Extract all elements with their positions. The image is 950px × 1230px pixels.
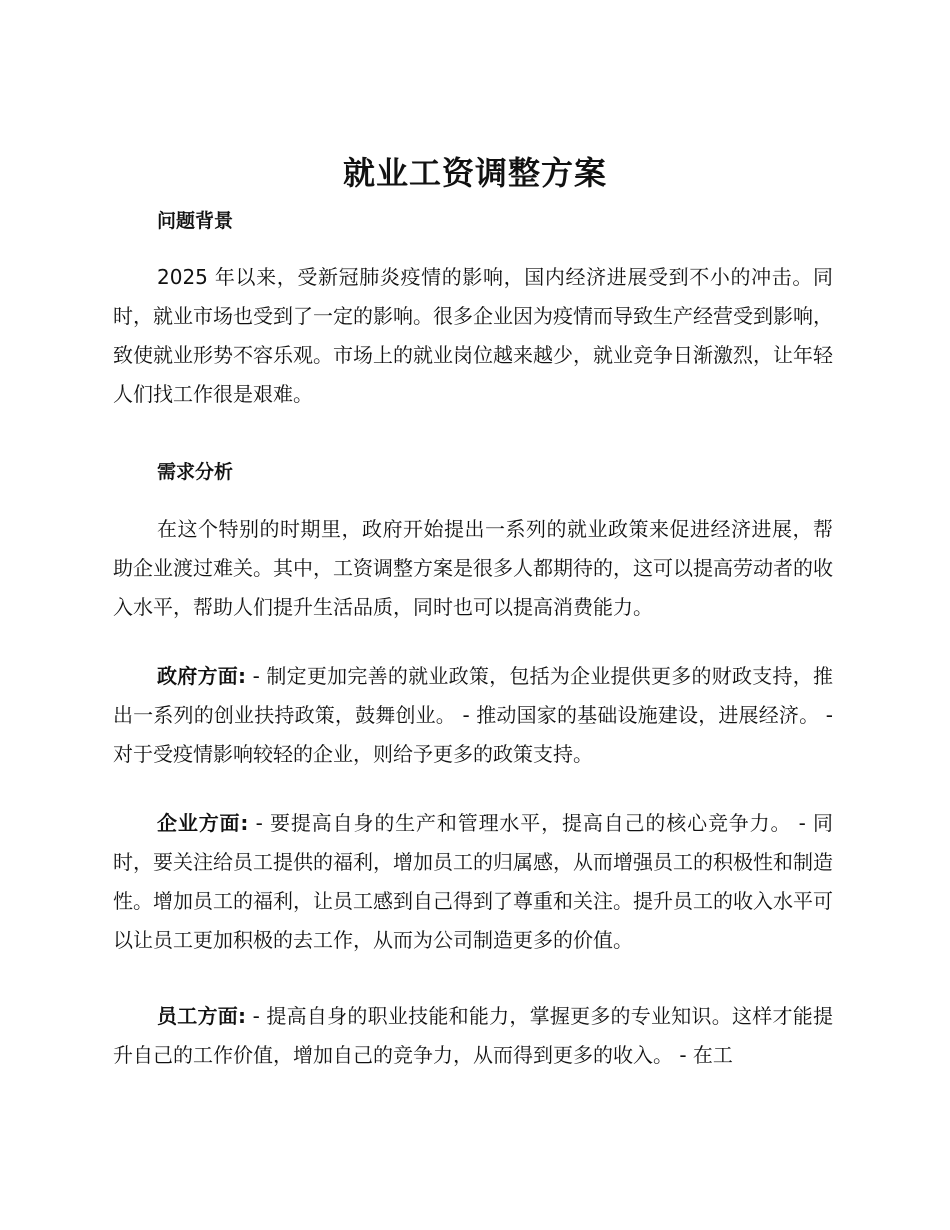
paragraph-government-aspect — [113, 657, 833, 774]
paragraph-employee-aspect — [113, 997, 833, 1075]
paragraph-background: 2025 年以来，受新冠肺炎疫情的影响，国内经济进展受到不小的冲击。同时，就业市场也受到了一定的影响。很多企业因为疫情而导致生产经营受到影响，致使就业形势不容乐观。市场上的就业岗位越来越少，就业竞争日渐激烈，让年轻人们找工作很是艰难。 — [113, 265, 833, 406]
government-aspect-label: 政府方面: — [157, 664, 246, 688]
paragraph-enterprise-aspect — [113, 804, 833, 960]
enterprise-aspect-text: - 要提高自身的生产和管理水平，提高自己的核心竞争力。 - 同时，要关注给员工提供的福利，增加员工的归属感，从而增强员工的积极性和制造性。增加员工的福利，让员工感到自己得到了尊重和关注。提升员工的收入水平可以让员工更加积极的去工作，从而为公司制造更多的价值。 — [113, 811, 834, 952]
employee-aspect-text: - 提高自身的职业技能和能力，掌握更多的专业知识。这样才能提升自己的工作价值，增加自己的竞争力，从而得到更多的收入。 - 在工 — [113, 1004, 834, 1067]
document-title: 就业工资调整方案 — [342, 154, 607, 192]
government-aspect-text: - 制定更加完善的就业政策，包括为企业提供更多的财政支持，推出一系列的创业扶持政策，鼓舞创业。 - 推动国家的基础设施建设，进展经济。 - 对于受疫情影响较轻的企业，则给予更多的政策支持。 — [113, 664, 834, 766]
enterprise-aspect-label: 企业方面: — [157, 811, 249, 835]
employee-aspect-label: 员工方面: — [157, 1004, 246, 1028]
section-heading-demand-analysis: 需求分析 — [157, 461, 234, 483]
section-heading-background: 问题背景 — [157, 210, 234, 232]
paragraph-demand-analysis: 在这个特别的时期里，政府开始提出一系列的就业政策来促进经济进展，帮助企业渡过难关。其中，工资调整方案是很多人都期待的，这可以提高劳动者的收入水平，帮助人们提升生活品质，同时也可以提高消费能力。 — [113, 517, 833, 619]
